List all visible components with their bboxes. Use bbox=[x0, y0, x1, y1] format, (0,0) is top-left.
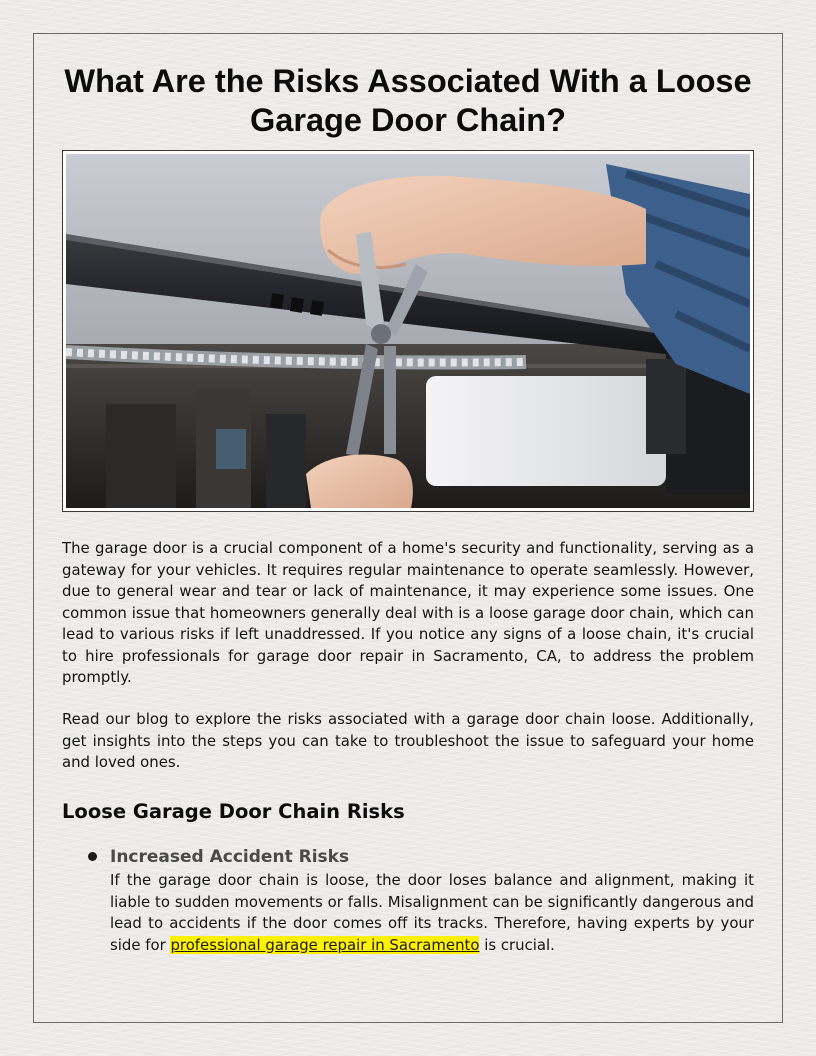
garage-chain-photo bbox=[66, 154, 750, 508]
bullet-icon bbox=[88, 852, 97, 861]
hero-image bbox=[62, 150, 754, 512]
list-item bbox=[86, 844, 754, 956]
risk-list bbox=[86, 844, 754, 956]
intro-paragraph-2: Read our blog to explore the risks associated with a garage door chain loose. Additionally, get insights into the steps you can take to troubleshoot the issue to safeguard your home and loved ones. bbox=[62, 710, 754, 771]
section-heading: Loose Garage Door Chain Risks bbox=[62, 800, 405, 823]
risk-body bbox=[110, 870, 754, 956]
page-title: What Are the Risks Associated With a Loose Garage Door Chain? bbox=[64, 63, 752, 138]
sacramento-repair-link[interactable]: professional garage repair in Sacramento bbox=[170, 935, 480, 954]
risk-body-text: If the garage door chain is loose, the door loses balance and alignment, making it liable to sudden movements or falls. Misalignment can be significantly dangerous and lead to accidents if the door comes off its tracks. Therefore, having experts by your side for bbox=[110, 871, 754, 954]
intro-paragraph-1: The garage door is a crucial component of a home's security and functionality, serving as a gateway for your vehicles. It requires regular maintenance to operate seamlessly. However, due to general wear and tear or lack of maintenance, it may experience some issues. One common issue that homeowners generally deal with is a loose garage door chain, which can lead to various risks if left unaddressed. If you notice any signs of a loose chain, it's crucial to hire professionals for garage door repair in Sacramento, CA, to address the problem promptly. bbox=[62, 539, 754, 686]
risk-body-text-end: is crucial. bbox=[479, 935, 555, 954]
risk-title: Increased Accident Risks bbox=[110, 847, 350, 867]
